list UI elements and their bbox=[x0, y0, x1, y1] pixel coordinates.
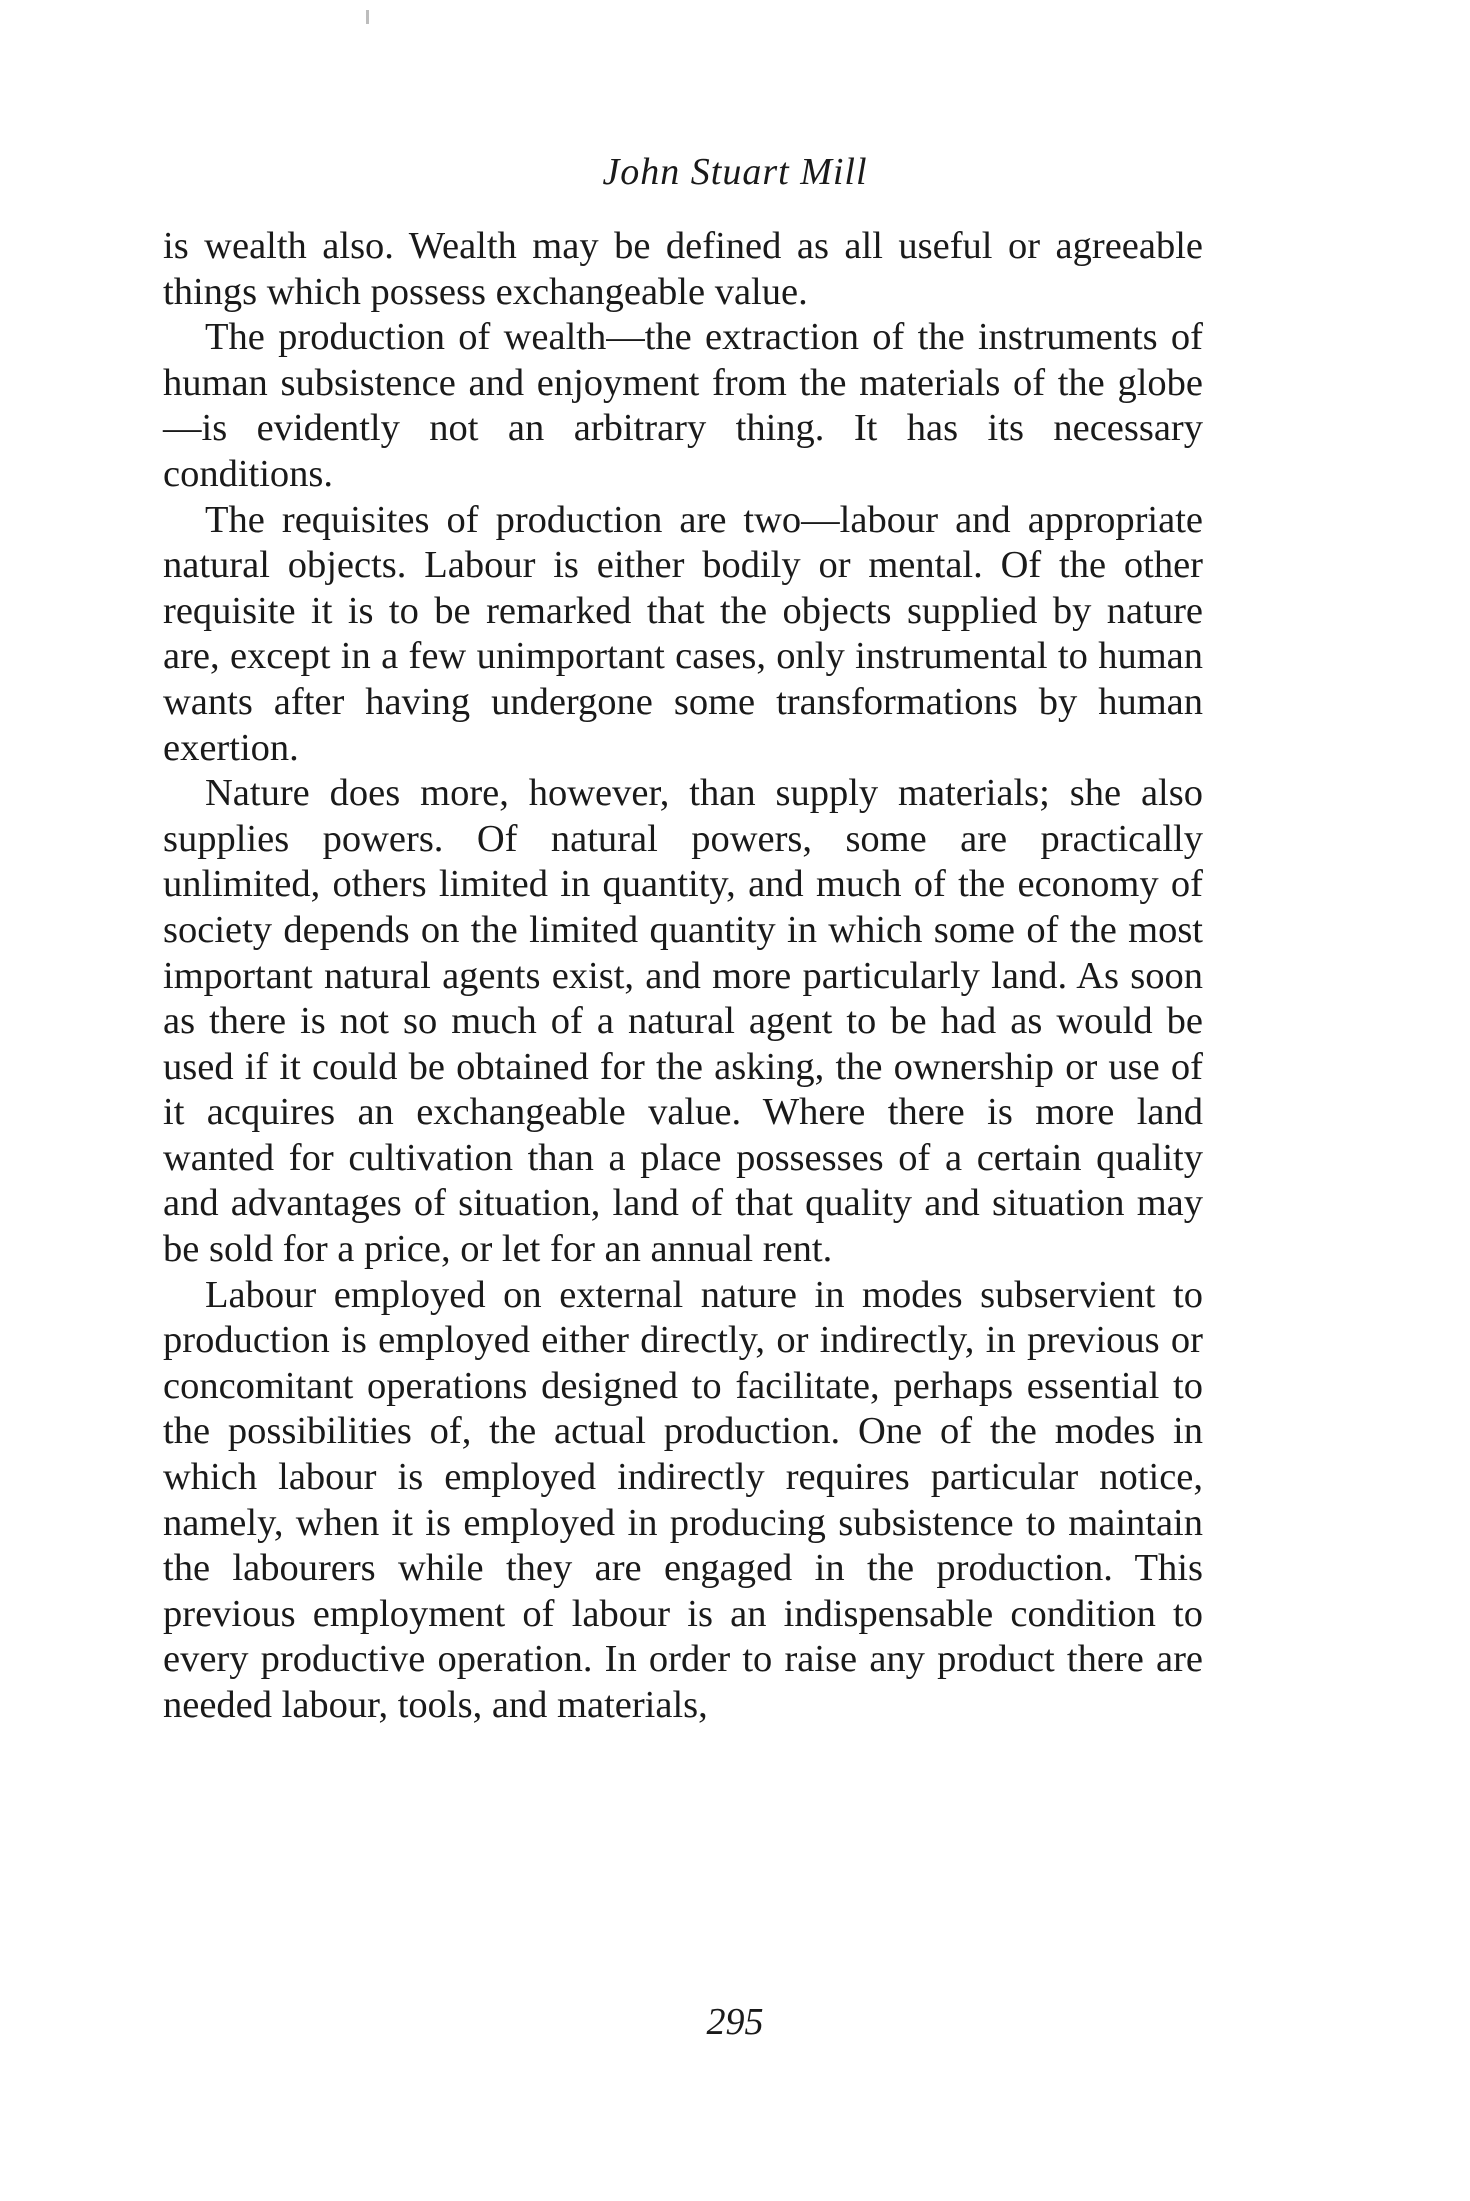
paragraph-2: The production of wealth—the extraction of the instruments of human subsistence and enjoyment from the materials of the globe—is evidently not an arbitrary thing. It has its necessary conditions. bbox=[163, 316, 1203, 495]
paragraph-5: Labour employed on external nature in modes subservient to production is employed either directly, or indirectly, in previous or concomitant operations designed to facilitate, perhaps essential to the possibilities of, the actual production. One of the modes in which labour is employed indirectly requires particular notice, namely, when it is employed in producing subsistence to maintain the labourers while they are engaged in the production. This previous employment of labour is an indispensable condition to every productive operation. In order to raise any product there are needed labour, tools, and materials, bbox=[163, 1273, 1203, 1726]
scan-mark bbox=[366, 10, 369, 24]
body-text bbox=[163, 224, 1203, 1729]
paragraph-4: Nature does more, however, than supply materials; she also supplies powers. Of natural powers, some are practically unlimited, others limited in quantity, and much of the economy of society depends on the limited quantity in which some of the most important natural agents exist, and more particularly land. As soon as there is not so much of a natural agent to be had as would be used if it could be obtained for the asking, the ownership or use of it acquires an exchangeable value. Where there is more land wanted for cultivation than a place possesses of a certain quality and advantages of situation, land of that quality and situation may be sold for a price, or let for an annual rent. bbox=[163, 772, 1203, 1271]
running-head: John Stuart Mill bbox=[602, 151, 868, 193]
paragraph-3: The requisites of production are two—labour and appropriate natural objects. Labour is either bodily or mental. Of the other requisite it is to be remarked that the objects supplied by nature are, except in a few unimportant cases, only instrumental to human wants after having undergone some transformations by human exertion. bbox=[163, 498, 1203, 769]
page-number: 295 bbox=[706, 2001, 764, 2043]
paragraph-1: is wealth also. Wealth may be defined as all useful or agreeable things which possess exchangeable value. bbox=[163, 225, 1203, 313]
